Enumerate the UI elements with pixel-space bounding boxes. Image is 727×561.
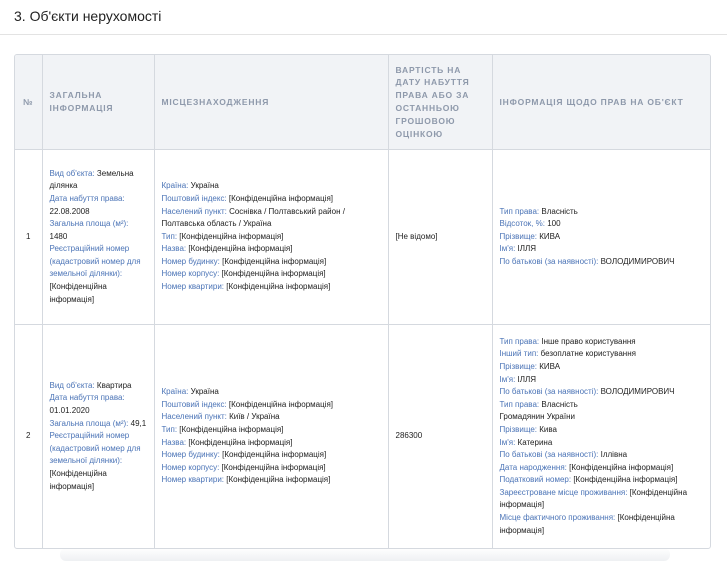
- acquired-date-value: 22.08.2008: [49, 206, 90, 216]
- first-name: [500, 374, 704, 387]
- general-info-cell: [42, 325, 154, 549]
- actual-residence: [500, 512, 704, 537]
- registration-number-value: [Конфіденційна інформація]: [49, 282, 107, 304]
- tax-number: [500, 474, 704, 487]
- row-number: 1: [15, 150, 42, 325]
- patronymic: [500, 256, 704, 269]
- postal-code-label: Поштовий індекс:: [161, 193, 227, 203]
- building-number-label: Номер будинку:: [161, 450, 220, 460]
- total-area-value: 49,1: [130, 418, 147, 428]
- object-type: [50, 380, 147, 393]
- header-value: ВАРТІСТЬ НА ДАТУ НАБУТТЯ ПРАВА АБО ЗА ОСТАННЬОЮ ГРОШОВОЮ ОЦІНКОЮ: [388, 55, 492, 150]
- section-title: 3. Об'єкти нерухомості: [14, 8, 162, 24]
- apartment-number-value: [Конфіденційна інформація]: [226, 282, 331, 292]
- value-cell: 286300: [388, 325, 492, 549]
- right-type-value: Власність: [541, 206, 578, 216]
- actual-residence-label: Місце фактичного проживання:: [499, 513, 616, 523]
- object-type-label: Вид об'єкта:: [49, 168, 95, 178]
- patronymic: [500, 386, 704, 399]
- patronymic-value: Іллівна: [600, 450, 628, 460]
- surname-value: КИВА: [539, 361, 561, 371]
- right-type-label: Тип права:: [499, 399, 540, 409]
- street-type-value: [Конфіденційна інформація]: [179, 424, 284, 434]
- settlement-value: Київ / Україна: [229, 412, 280, 422]
- building-number: [162, 256, 381, 269]
- first-name-label: Ім'я:: [499, 244, 516, 254]
- building-number: [162, 449, 381, 462]
- total-area: [50, 218, 147, 243]
- general-info-cell: [42, 150, 154, 325]
- street-type: [162, 231, 381, 244]
- patronymic-value: ВОЛОДИМИРОВИЧ: [600, 256, 675, 266]
- street-name: [162, 437, 381, 450]
- postal-code-value: [Конфіденційна інформація]: [228, 399, 334, 409]
- total-area-value: 1480: [49, 231, 68, 241]
- total-area-label: Загальна площа (м²):: [49, 219, 129, 229]
- object-type-value: Земельна ділянка: [49, 168, 134, 191]
- patronymic-value: ВОЛОДИМИРОВИЧ: [600, 387, 675, 397]
- right-type: [500, 399, 704, 412]
- building-number-value: [Конфіденційна інформація]: [222, 450, 327, 460]
- block-number: [162, 462, 381, 475]
- header-location: МІСЦЕЗНАХОДЖЕННЯ: [154, 55, 388, 150]
- right-type: [500, 206, 704, 219]
- object-type: [50, 168, 147, 193]
- country-label: Країна:: [161, 181, 189, 191]
- settlement: [162, 411, 381, 424]
- other-right-type-label: Інший тип:: [499, 349, 539, 359]
- settlement-label: Населений пункт:: [161, 206, 227, 216]
- apartment-number-label: Номер квартири:: [161, 282, 225, 292]
- building-number-value: [Конфіденційна інформація]: [222, 256, 327, 266]
- table-header-row: [15, 55, 710, 150]
- total-area: [50, 418, 147, 431]
- country-value: Україна: [190, 387, 219, 397]
- tax-number-label: Податковий номер:: [499, 475, 572, 485]
- registration-number: [50, 430, 147, 493]
- settlement-value: Соснівка / Полтавський район / Полтавська область / Україна: [161, 206, 345, 229]
- header-general-info: ЗАГАЛЬНА ІНФОРМАЦІЯ: [42, 55, 154, 150]
- acquired-date-label: Дата набуття права:: [49, 193, 125, 203]
- ownership-share-value: 100: [547, 219, 561, 229]
- total-area-label: Загальна площа (м²):: [49, 418, 129, 428]
- actual-residence-value: [Конфіденційна інформація]: [499, 513, 675, 535]
- table-row: [15, 150, 710, 325]
- country-value: Україна: [190, 181, 219, 191]
- postal-code-label: Поштовий індекс:: [161, 399, 227, 409]
- building-number-label: Номер будинку:: [161, 256, 220, 266]
- acquired-date: [50, 392, 147, 417]
- right-type-label: Тип права:: [499, 336, 540, 346]
- first-name: [500, 243, 704, 256]
- registered-residence: [500, 487, 704, 512]
- right-type: [500, 336, 704, 349]
- right-type-value: Інше право користування: [541, 336, 636, 346]
- surname-label: Прізвище:: [499, 424, 538, 434]
- block-number-label: Номер корпусу:: [161, 269, 220, 279]
- apartment-number: [162, 474, 381, 487]
- citizenship: Громадянин України: [499, 412, 575, 422]
- registration-number-value: [Конфіденційна інформація]: [49, 468, 107, 491]
- rights-cell: [492, 325, 710, 549]
- street-name-label: Назва:: [161, 437, 187, 447]
- surname-label: Прізвище:: [499, 361, 538, 371]
- surname-value: Кива: [539, 424, 558, 434]
- block-number-value: [Конфіденційна інформація]: [221, 269, 326, 279]
- country: [162, 386, 381, 399]
- location-cell: [154, 325, 388, 549]
- settlement: [162, 206, 381, 231]
- first-name-label: Ім'я:: [499, 374, 516, 384]
- street-type-label: Тип:: [161, 231, 178, 241]
- block-number: [162, 268, 381, 281]
- postal-code: [162, 399, 381, 412]
- location-cell: [154, 150, 388, 325]
- first-name-label: Ім'я:: [499, 437, 516, 447]
- acquired-date: [50, 193, 147, 218]
- apartment-number-value: [Конфіденційна інформація]: [226, 475, 331, 485]
- surname-label: Прізвище:: [499, 231, 538, 241]
- patronymic-label: По батькові (за наявності):: [499, 256, 599, 266]
- right-type-label: Тип права:: [499, 206, 540, 216]
- registration-number: [50, 243, 147, 306]
- patronymic-label: По батькові (за наявності):: [499, 450, 599, 460]
- postal-code: [162, 193, 381, 206]
- row-number: 2: [15, 325, 42, 549]
- street-type-value: [Конфіденційна інформація]: [179, 231, 284, 241]
- street-type-label: Тип:: [161, 424, 178, 434]
- country: [162, 180, 381, 193]
- settlement-label: Населений пункт:: [161, 412, 227, 422]
- tax-number-value: [Конфіденційна інформація]: [573, 475, 678, 485]
- header-number: №: [15, 55, 42, 150]
- object-type-label: Вид об'єкта:: [49, 380, 95, 390]
- table-row: [15, 325, 710, 549]
- first-name: [500, 437, 704, 450]
- ownership-share-label: Відсоток, %:: [499, 219, 545, 229]
- object-type-value: Квартира: [96, 380, 132, 390]
- country-label: Країна:: [161, 387, 189, 397]
- rights-cell: [492, 150, 710, 325]
- patronymic: [500, 449, 704, 462]
- first-name-value: Катерина: [517, 437, 553, 447]
- title-divider: [0, 34, 727, 35]
- street-name-label: Назва:: [161, 244, 187, 254]
- block-number-label: Номер корпусу:: [161, 462, 220, 472]
- ownership-share: [500, 218, 704, 231]
- street-name-value: [Конфіденційна інформація]: [188, 244, 293, 254]
- street-type: [162, 424, 381, 437]
- surname-value: КИВА: [539, 231, 561, 241]
- header-rights-info: ІНФОРМАЦІЯ ЩОДО ПРАВ НА ОБ'ЄКТ: [492, 55, 710, 150]
- patronymic-label: По батькові (за наявності):: [499, 387, 599, 397]
- value-cell: [Не відомо]: [388, 150, 492, 325]
- surname: [500, 424, 704, 437]
- first-name-value: ІЛЛЯ: [517, 374, 537, 384]
- registered-residence-value: [Конфіденційна інформація]: [499, 487, 688, 510]
- first-name-value: ІЛЛЯ: [517, 244, 537, 254]
- registered-residence-label: Зареєстроване місце проживання:: [499, 487, 628, 497]
- registration-number-label: Реєстраційний номер (кадастровий номер для земельної ділянки):: [49, 431, 141, 466]
- date-of-birth: [500, 462, 704, 475]
- street-name: [162, 243, 381, 256]
- acquired-date-value: 01.01.2020: [49, 406, 90, 416]
- real-estate-table-container: [14, 54, 711, 549]
- surname: [500, 231, 704, 244]
- street-name-value: [Конфіденційна інформація]: [188, 437, 293, 447]
- acquired-date-label: Дата набуття права:: [49, 393, 125, 403]
- right-type-value: Власність: [541, 399, 578, 409]
- other-right-type-value: безоплатне користування: [540, 349, 636, 359]
- other-right-type: [500, 348, 704, 361]
- date-of-birth-value: [Конфіденційна інформація]: [569, 462, 674, 472]
- apartment-number-label: Номер квартири:: [161, 475, 225, 485]
- registration-number-label: Реєстраційний номер (кадастровий номер для земельної ділянки):: [49, 244, 141, 279]
- date-of-birth-label: Дата народження:: [499, 462, 567, 472]
- bottom-shadow: [60, 548, 670, 561]
- block-number-value: [Конфіденційна інформація]: [221, 462, 326, 472]
- apartment-number: [162, 281, 381, 294]
- real-estate-table: [15, 55, 710, 548]
- postal-code-value: [Конфіденційна інформація]: [228, 193, 334, 203]
- surname: [500, 361, 704, 374]
